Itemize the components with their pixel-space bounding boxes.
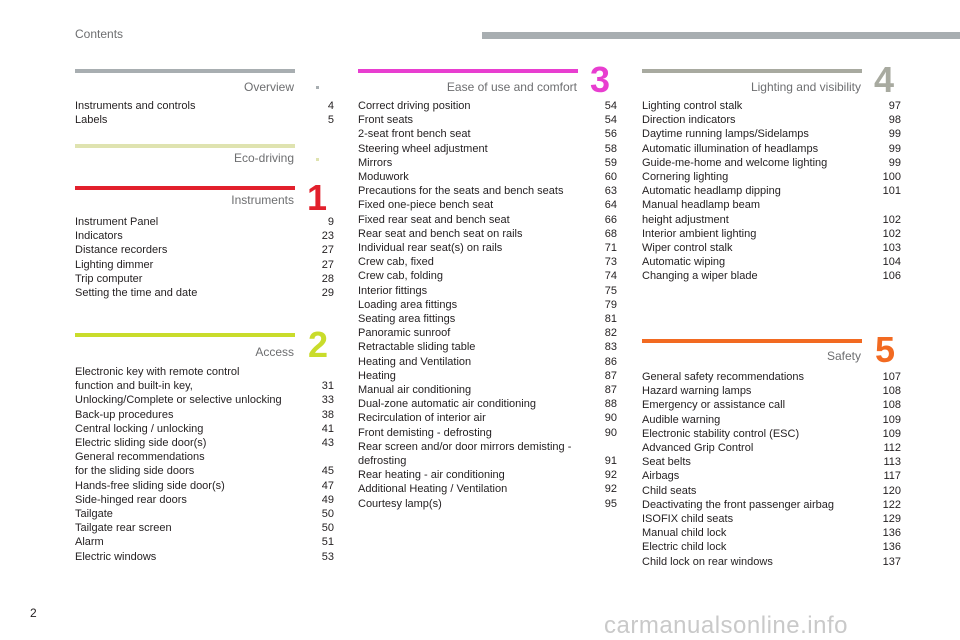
toc-entry-title: Fixed rear seat and bench seat <box>358 213 510 226</box>
toc-entry-page: 50 <box>321 508 334 521</box>
toc-entry-title: Heating and Ventilation <box>358 355 472 368</box>
toc-entry-title: Changing a wiper blade <box>642 270 758 283</box>
toc-entry[interactable] <box>642 555 901 569</box>
toc-entry-page: 109 <box>882 427 901 440</box>
toc-entry[interactable] <box>75 99 334 113</box>
toc-entry-page: 117 <box>883 470 901 483</box>
section-title: Ease of use and comfort <box>446 80 577 94</box>
section-title: Eco-driving <box>233 151 294 165</box>
toc-entry-title: Panoramic sunroof <box>358 327 451 340</box>
toc-entry-page: 9 <box>327 216 334 228</box>
toc-entry[interactable] <box>358 269 617 283</box>
toc-entry-page: 41 <box>321 422 334 435</box>
toc-entry-page: 59 <box>604 156 617 169</box>
toc-entry[interactable] <box>358 213 617 227</box>
toc-entry-title: Instrument Panel <box>75 216 159 228</box>
toc-entry[interactable] <box>642 427 901 441</box>
toc-entry-page: 136 <box>882 527 901 540</box>
toc-entry-page: 83 <box>604 341 617 354</box>
toc-entry[interactable] <box>75 479 334 493</box>
toc-entry[interactable] <box>358 482 617 496</box>
toc-entry-title: 2-seat front bench seat <box>358 128 471 141</box>
toc-entry[interactable] <box>75 113 334 127</box>
toc-entry-title: Electronic stability control (ESC) <box>642 427 800 440</box>
section-bar <box>75 69 295 73</box>
toc-entry[interactable] <box>75 521 334 535</box>
toc-entry-title: Rear heating - air conditioning <box>358 469 505 482</box>
toc-entry-page: 99 <box>888 156 901 169</box>
toc-entry-page: 102 <box>882 227 901 240</box>
toc-entry-title: Manual child lock <box>642 527 727 540</box>
toc-entry-page: 4 <box>327 100 334 112</box>
toc-entry-title: Child seats <box>642 484 697 497</box>
toc-entry[interactable] <box>358 397 617 411</box>
toc-entry[interactable] <box>358 99 617 113</box>
toc-entry[interactable] <box>642 255 901 269</box>
toc-entry-title: Dual-zone automatic air conditioning <box>358 398 536 411</box>
section-title: Access <box>255 345 294 359</box>
section-number: 5 <box>875 329 896 370</box>
toc-entry[interactable] <box>358 355 617 369</box>
toc-entry-page: 107 <box>882 371 901 383</box>
section-bar <box>75 144 295 148</box>
toc-entry[interactable] <box>358 156 617 170</box>
header-bar <box>482 32 960 39</box>
section-bar <box>75 333 295 337</box>
toc-entry-title: Correct driving position <box>358 100 471 112</box>
toc-entry-title: Additional Heating / Ventilation <box>358 483 508 496</box>
toc-entry[interactable] <box>358 113 617 127</box>
toc-entry[interactable] <box>358 184 617 198</box>
toc-entry-title: Daytime running lamps/Sidelamps <box>642 128 809 141</box>
toc-entry[interactable] <box>642 170 901 184</box>
toc-entry[interactable] <box>75 393 334 407</box>
toc-entry-title: Automatic illumination of headlamps <box>642 142 819 155</box>
toc-entry[interactable] <box>75 507 334 521</box>
toc-entry[interactable] <box>75 408 334 422</box>
toc-entry[interactable] <box>358 241 617 255</box>
toc-entry[interactable] <box>358 426 617 440</box>
toc-entry-title: Front seats <box>358 114 414 127</box>
toc-entry-title: Trip computer <box>75 272 143 285</box>
toc-entry-page: 88 <box>604 398 617 411</box>
toc-entry-title: Courtesy lamp(s) <box>358 497 442 510</box>
toc-entry-title: Back-up procedures <box>75 408 174 421</box>
toc-entry-title: Precautions for the seats and bench seats <box>358 185 564 198</box>
toc-entry-page: 54 <box>604 114 617 127</box>
section-marker <box>316 86 319 89</box>
toc-entry-title: Setting the time and date <box>75 287 198 300</box>
toc-entry-title: Interior fittings <box>358 284 428 297</box>
toc-entry[interactable] <box>75 535 334 549</box>
toc-entry-page: 31 <box>321 380 334 393</box>
toc-entry[interactable] <box>358 298 617 312</box>
toc-entry-page: 73 <box>604 256 617 269</box>
toc-entry-title: Mirrors <box>358 156 393 169</box>
toc-entry-title: General safety recommendations <box>642 371 805 383</box>
toc-entry-page: 87 <box>604 369 617 382</box>
toc-entry-page: 27 <box>321 258 334 271</box>
toc-entry-title: Hazard warning lamps <box>642 385 752 398</box>
toc-entry-page: 90 <box>604 426 617 439</box>
toc-entry-title: Steering wheel adjustment <box>358 142 488 155</box>
toc-entry[interactable] <box>358 340 617 354</box>
toc-entry-page: 60 <box>604 171 617 184</box>
toc-entry-page: 86 <box>604 355 617 368</box>
toc-entry[interactable] <box>358 255 617 269</box>
toc-entry[interactable] <box>75 550 334 564</box>
toc-entry-page: 122 <box>882 498 901 511</box>
section-number: 3 <box>590 59 611 100</box>
toc-entry-title: Front demisting - defrosting <box>358 426 492 439</box>
section-number: 2 <box>308 324 329 365</box>
toc-entry-page: 27 <box>321 244 334 257</box>
toc-entry-page: 53 <box>321 550 334 563</box>
toc-entry[interactable] <box>642 441 901 455</box>
toc-entry-page: 43 <box>321 437 334 450</box>
section-number: 4 <box>874 59 895 100</box>
toc-entry[interactable] <box>358 440 617 468</box>
toc-entry-title: Distance recorders <box>75 244 168 257</box>
toc-entry[interactable] <box>75 436 334 450</box>
toc-entry-title: Seating area fittings <box>358 313 456 326</box>
toc-entry-page: 87 <box>604 384 617 397</box>
header-title: Contents <box>75 27 124 41</box>
toc-entry-page: 49 <box>321 493 334 506</box>
toc-entry-page: 92 <box>604 469 617 482</box>
toc-entry[interactable] <box>358 142 617 156</box>
toc-entry-page: 102 <box>882 213 901 226</box>
toc-entry-page: 98 <box>888 114 901 127</box>
toc-entry-title: Rear seat and bench seat on rails <box>358 227 523 240</box>
toc-entry[interactable] <box>358 497 617 511</box>
toc-entry[interactable] <box>358 468 617 482</box>
toc-entry-title: Side-hinged rear doors <box>75 493 187 506</box>
toc-entry-page: 71 <box>604 242 617 255</box>
toc-entry-title: Manual air conditioning <box>358 384 472 397</box>
toc-entry-page: 28 <box>321 272 334 285</box>
toc-entry-title: Airbags <box>642 470 680 483</box>
toc-entry-title: Crew cab, folding <box>358 270 443 283</box>
toc-entry-title: Electric child lock <box>642 541 727 554</box>
toc-entry[interactable] <box>358 369 617 383</box>
toc-entry-page: 99 <box>888 142 901 155</box>
toc-entry-title: Advanced Grip Control <box>642 442 754 455</box>
toc-entry-page: 90 <box>604 412 617 425</box>
toc-entry-title: Guide-me-home and welcome lighting <box>642 156 828 169</box>
toc-entry-title: ISOFIX child seats <box>642 513 734 526</box>
toc-entry-page: 45 <box>321 465 334 478</box>
toc-entry-title: Rear screen and/or door mirrors demisting - defrosting <box>358 440 572 468</box>
toc-entry-title: Indicators <box>75 230 123 243</box>
toc-entry-title: Instruments and controls <box>75 100 196 112</box>
toc-entry[interactable] <box>642 512 901 526</box>
toc-entry-title: Lighting dimmer <box>75 258 154 271</box>
toc-entry[interactable] <box>358 227 617 241</box>
toc-entry-title: Direction indicators <box>642 114 736 127</box>
section-title: Instruments <box>231 193 294 207</box>
toc-entry-page: 38 <box>321 408 334 421</box>
toc-entry-page: 47 <box>321 479 334 492</box>
section-bar <box>642 339 862 343</box>
section-bar <box>75 186 295 190</box>
toc-entry[interactable] <box>642 498 901 512</box>
toc-entry[interactable] <box>642 156 901 170</box>
toc-entry-page: 74 <box>604 270 617 283</box>
toc-entry-page: 68 <box>604 227 617 240</box>
toc-entry-page: 109 <box>882 413 901 426</box>
toc-entry[interactable] <box>75 493 334 507</box>
toc-entry-title: Audible warning <box>642 413 721 426</box>
toc-entry-page: 56 <box>604 128 617 141</box>
section-marker <box>316 158 319 161</box>
toc-entry-page: 103 <box>882 242 901 255</box>
toc-entry-page: 137 <box>882 555 901 568</box>
toc-entry-title: Automatic headlamp dipping <box>642 185 781 198</box>
toc-entry[interactable] <box>75 243 334 257</box>
toc-entry-page: 129 <box>882 513 901 526</box>
toc-entry-page: 79 <box>604 298 617 311</box>
toc-entry[interactable] <box>75 229 334 243</box>
toc-entry-page: 113 <box>883 456 901 469</box>
toc-entry-page: 95 <box>604 497 617 510</box>
toc-entry[interactable] <box>75 286 334 300</box>
toc-entry[interactable] <box>358 284 617 298</box>
toc-entry-title: Alarm <box>75 536 104 549</box>
toc-entry-title: Tailgate <box>75 508 113 521</box>
toc-entry-page: 66 <box>604 213 617 226</box>
toc-entry-page: 75 <box>604 284 617 297</box>
toc-entry-title: Automatic wiping <box>642 256 726 269</box>
toc-entry[interactable] <box>642 398 901 412</box>
toc-entry[interactable] <box>358 326 617 340</box>
toc-entry-title: Manual headlamp beam height adjustment <box>642 199 761 226</box>
toc-entry-title: Central locking / unlocking <box>75 422 204 435</box>
toc-entry-page: 100 <box>882 171 901 184</box>
toc-entry[interactable] <box>642 469 901 483</box>
toc-entry-title: Unlocking/Complete or selective unlocking <box>75 394 282 407</box>
section-title: Lighting and visibility <box>750 80 861 94</box>
toc-entry-title: General recommendations for the sliding side doors <box>75 451 205 478</box>
toc-entry-title: Labels <box>75 114 108 127</box>
toc-entry[interactable] <box>75 365 334 393</box>
toc-entry-page: 5 <box>327 114 334 127</box>
toc-entry-title: Heating <box>358 369 396 382</box>
toc-entry-title: Wiper control stalk <box>642 242 733 255</box>
toc-entry-title: Electric windows <box>75 550 157 563</box>
toc-entry[interactable] <box>75 272 334 286</box>
toc-list <box>358 99 617 511</box>
toc-entry-title: Retractable sliding table <box>358 341 476 354</box>
toc-entry-page: 51 <box>321 536 334 549</box>
toc-entry[interactable] <box>75 450 334 478</box>
toc-entry-page: 104 <box>882 256 901 269</box>
toc-entry-page: 97 <box>888 100 901 112</box>
toc-entry[interactable] <box>75 215 334 229</box>
section-title: Overview <box>243 80 294 94</box>
toc-entry-title: Recirculation of interior air <box>358 412 486 425</box>
toc-entry[interactable] <box>75 422 334 436</box>
toc-entry-page: 54 <box>604 100 617 112</box>
toc-entry[interactable] <box>75 258 334 272</box>
toc-list <box>75 215 334 300</box>
toc-entry-title: Emergency or assistance call <box>642 399 786 412</box>
toc-entry-page: 81 <box>604 313 617 326</box>
toc-entry-page: 23 <box>321 230 334 243</box>
toc-entry-title: Electric sliding side door(s) <box>75 437 207 450</box>
toc-entry-page: 101 <box>882 185 901 198</box>
section-number: 1 <box>307 177 328 218</box>
toc-entry[interactable] <box>642 484 901 498</box>
toc-entry[interactable] <box>642 113 901 127</box>
toc-entry[interactable] <box>642 540 901 554</box>
toc-list <box>642 99 901 284</box>
toc-entry-title: Electronic key with remote control function and built-in key, <box>75 366 240 393</box>
watermark: carmanualsonline.info <box>604 612 848 639</box>
toc-entry[interactable] <box>642 227 901 241</box>
toc-entry[interactable] <box>358 198 617 212</box>
toc-entry-page: 50 <box>321 522 334 535</box>
toc-entry-page: 92 <box>604 483 617 496</box>
toc-entry[interactable] <box>642 142 901 156</box>
section-title: Safety <box>826 349 861 363</box>
toc-entry-page: 108 <box>882 399 901 412</box>
toc-entry[interactable] <box>358 411 617 425</box>
toc-entry[interactable] <box>358 312 617 326</box>
toc-entry-page: 33 <box>321 394 334 407</box>
toc-entry[interactable] <box>642 455 901 469</box>
toc-entry-title: Seat belts <box>642 456 691 469</box>
toc-entry-page: 58 <box>604 142 617 155</box>
toc-list <box>642 370 901 569</box>
toc-entry-page: 136 <box>882 541 901 554</box>
toc-entry[interactable] <box>358 383 617 397</box>
toc-entry[interactable] <box>642 241 901 255</box>
toc-entry[interactable] <box>642 99 901 113</box>
toc-entry-title: Crew cab, fixed <box>358 256 434 269</box>
toc-entry-page: 108 <box>882 385 901 398</box>
toc-entry-title: Lighting control stalk <box>642 100 743 112</box>
toc-entry[interactable] <box>642 526 901 540</box>
toc-entry-title: Interior ambient lighting <box>642 227 757 240</box>
toc-entry-page: 112 <box>883 442 901 455</box>
toc-list <box>75 99 334 127</box>
toc-entry-title: Deactivating the front passenger airbag <box>642 498 835 511</box>
toc-list <box>75 365 334 564</box>
toc-entry-page: 82 <box>604 327 617 340</box>
toc-entry-page: 64 <box>604 199 617 212</box>
toc-entry[interactable] <box>642 184 901 198</box>
toc-entry-title: Moduwork <box>358 171 409 184</box>
toc-entry-page: 106 <box>882 270 901 283</box>
toc-entry-page: 29 <box>321 287 334 300</box>
toc-entry[interactable] <box>358 170 617 184</box>
section-bar <box>642 69 862 73</box>
toc-entry-page: 63 <box>604 185 617 198</box>
toc-entry[interactable] <box>642 269 901 283</box>
toc-entry-title: Tailgate rear screen <box>75 522 172 535</box>
toc-entry-page: 120 <box>882 484 901 497</box>
toc-entry[interactable] <box>358 127 617 141</box>
toc-entry-title: Loading area fittings <box>358 298 458 311</box>
toc-entry-page: 99 <box>888 128 901 141</box>
toc-entry-title: Fixed one-piece bench seat <box>358 199 494 212</box>
toc-entry-title: Hands-free sliding side door(s) <box>75 479 225 492</box>
toc-entry-title: Individual rear seat(s) on rails <box>358 242 503 255</box>
page-number: 2 <box>30 606 37 620</box>
toc-entry[interactable] <box>642 127 901 141</box>
toc-entry-title: Child lock on rear windows <box>642 555 773 568</box>
toc-entry-title: Cornering lighting <box>642 171 729 184</box>
toc-entry[interactable] <box>642 370 901 384</box>
toc-entry[interactable] <box>642 413 901 427</box>
section-bar <box>358 69 578 73</box>
toc-entry[interactable] <box>642 198 901 226</box>
toc-entry-page: 91 <box>604 455 617 468</box>
toc-entry[interactable] <box>642 384 901 398</box>
